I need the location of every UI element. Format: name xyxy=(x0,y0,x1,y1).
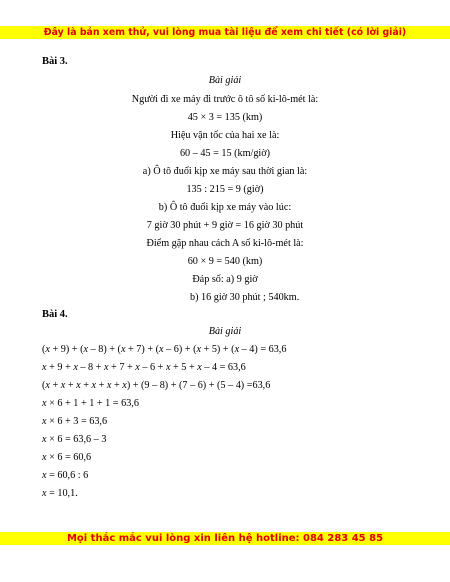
bai3-line: 135 : 215 = 9 (giờ) xyxy=(186,184,264,195)
bai3-answer-line: b) 16 giờ 30 phút ; 540km. xyxy=(190,292,300,303)
bai4-line: (x + 9) + (x – 8) + (x + 7) + (x – 6) + (x + 5) + (x – 4) = 63,6 xyxy=(42,344,287,355)
bai3-heading: Bài 3. xyxy=(42,56,68,67)
bai4-line: x × 6 = 60,6 xyxy=(42,452,92,463)
bai3-solution-title: Bài giải xyxy=(208,75,242,86)
bai3-answer-line: Đáp số: a) 9 giờ xyxy=(192,274,258,285)
hotline-contact-banner: Mọi thắc mắc vui lòng xin liên hệ hotline: 084 283 45 85 xyxy=(0,532,450,545)
bai4-line: (x + x + x + x + x + x) + (9 – 8) + (7 – 6) + (5 – 4) =63,6 xyxy=(42,380,271,391)
bai3-line: a) Ô tô đuổi kịp xe máy sau thời gian là: xyxy=(142,166,308,177)
bai3-line: Điểm gặp nhau cách A số ki-lô-mét là: xyxy=(146,238,304,249)
bai3-line: 7 giờ 30 phút + 9 giờ = 16 giờ 30 phút xyxy=(146,220,304,231)
bai4-line: x × 6 + 1 + 1 + 1 = 63,6 xyxy=(42,398,139,409)
bai4-line: x = 10,1. xyxy=(42,488,78,499)
bai4-line: x × 6 = 63,6 – 3 xyxy=(42,434,107,445)
bai3-line: Người đi xe máy đi trước ô tô số ki-lô-mét là: xyxy=(131,94,319,105)
bai4-solution-title: Bài giải xyxy=(208,326,242,337)
bai3-line: Hiệu vận tốc của hai xe là: xyxy=(170,130,280,141)
bai4-heading: Bài 4. xyxy=(42,309,68,320)
bai3-line: b) Ô tô đuổi kịp xe máy vào lúc: xyxy=(158,202,292,213)
bai4-line: x = 60,6 : 6 xyxy=(42,470,89,481)
bai3-line: 60 × 9 = 540 (km) xyxy=(187,256,263,267)
bai4-line: x × 6 + 3 = 63,6 xyxy=(42,416,108,427)
bai4-line: x + 9 + x – 8 + x + 7 + x – 6 + x + 5 + x – 4 = 63,6 xyxy=(42,362,246,373)
bai3-line: 60 – 45 = 15 (km/giờ) xyxy=(179,148,271,159)
preview-notice-banner: Đây là bản xem thử, vui lòng mua tài liệu để xem chi tiết (có lời giải) xyxy=(0,26,450,39)
bai3-line: 45 × 3 = 135 (km) xyxy=(187,112,263,123)
